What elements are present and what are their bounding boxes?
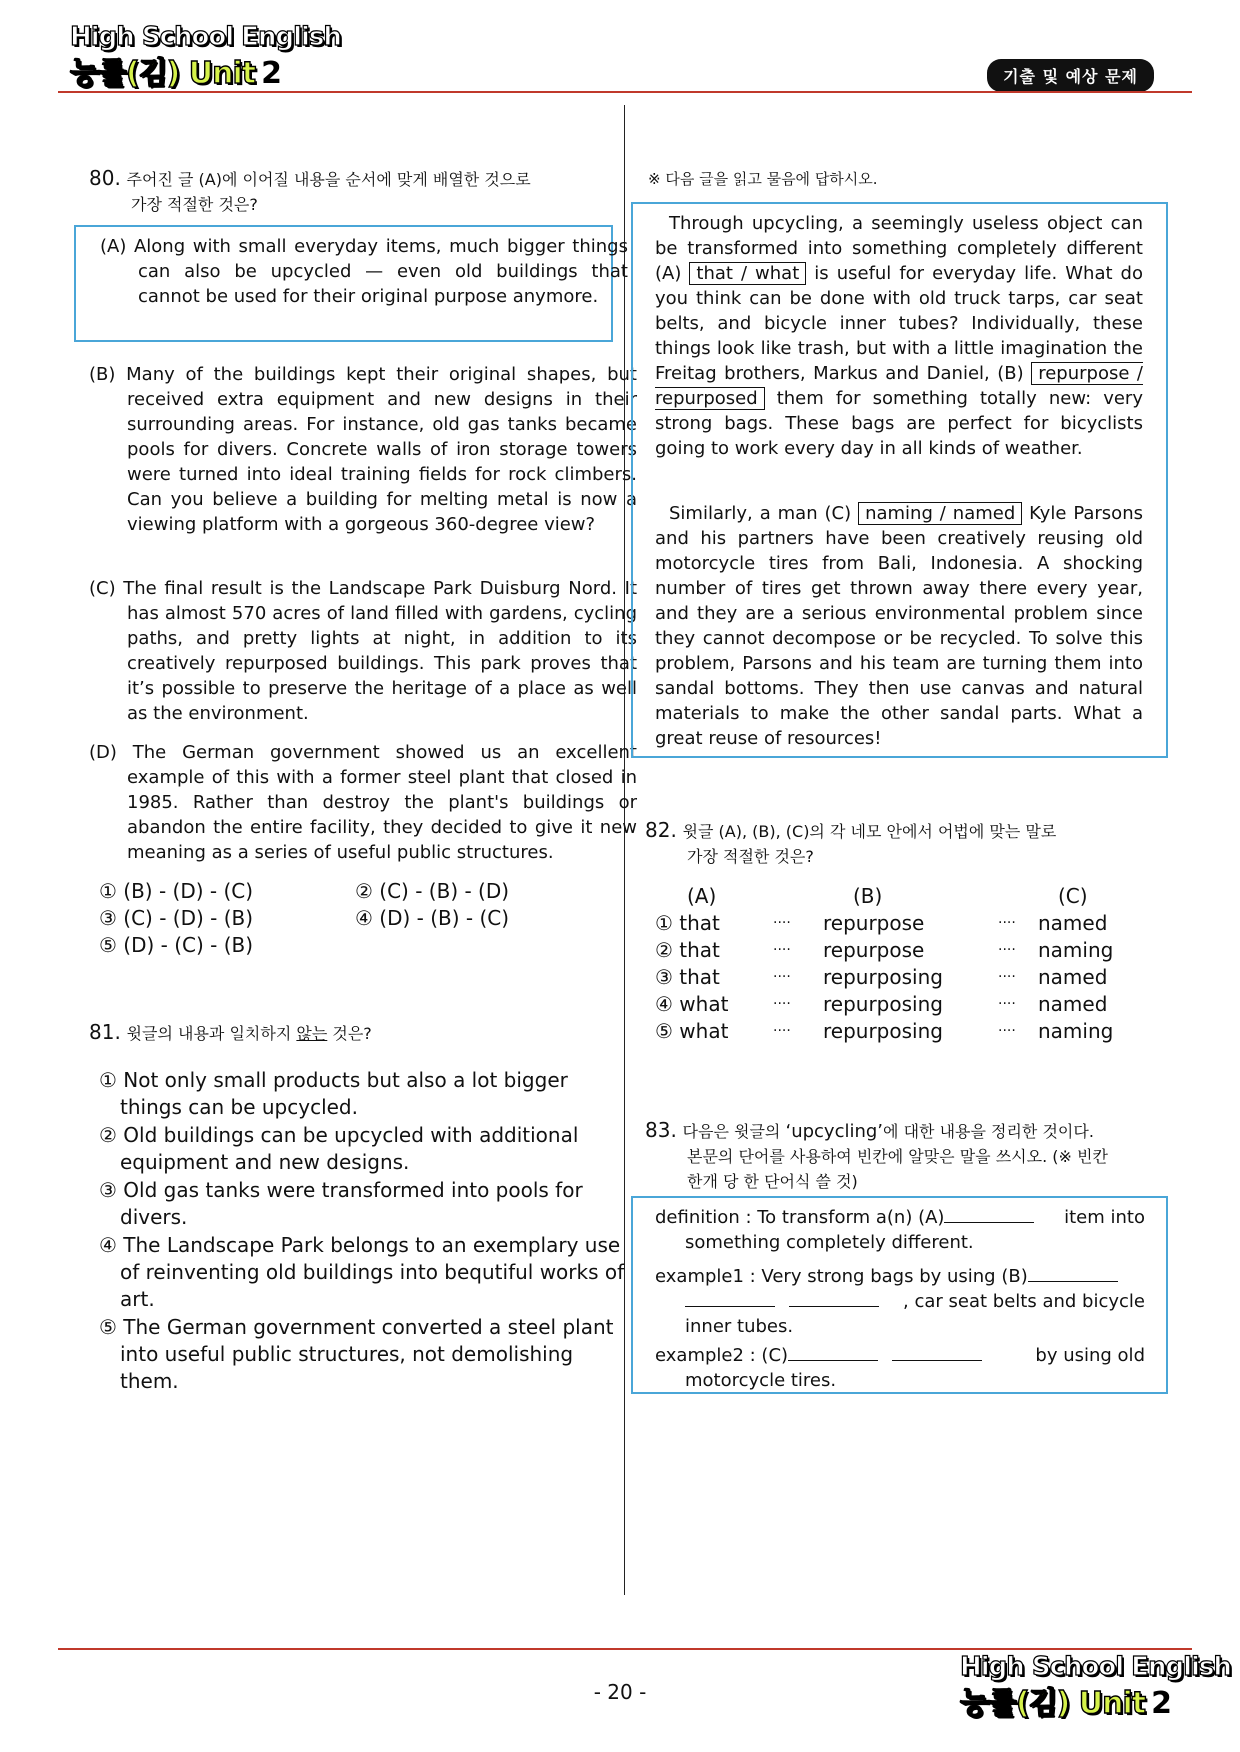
- section-badge: 기출 및 예상 문제: [987, 59, 1154, 92]
- q83-blank-b1[interactable]: [1028, 1265, 1118, 1282]
- passage-p2-part-b: Kyle Parsons and his partners have been creatively reusing old motorcycle tires from Bali, Indonesia. A shocking number of tires get thrown away there every year, and they are a serious environmental problem since they cannot decompose or be recycled. To solve this problem, Parsons and his team are turning them into sandal bottoms. They then use canvas and natural materials to make the other sandal parts. What a great reuse of resources!: [655, 503, 1143, 749]
- q82-option-3-b: repurposing: [823, 964, 943, 989]
- q82-options-table: [655, 882, 1113, 1044]
- q83-blank-b2[interactable]: [685, 1290, 775, 1307]
- q80-paragraph-d: (D) The German government showed us an excellent example of this with a former steel plant that closed in 1985. Rather than destroy the plant's buildings or abandon the entire facility, they decided to give it new meaning as a series of useful public structures.: [89, 742, 637, 863]
- q83-example1-tail: , car seat belts and bicycle: [903, 1291, 1145, 1312]
- q82-option-2-b: repurpose: [823, 937, 925, 962]
- q82-option-row[interactable]: [655, 990, 1113, 1017]
- passage-p1-part-a: Through upcycling, a seemingly useless object can be transformed into something completely different (A): [655, 213, 1143, 284]
- passage-paragraph-2: [655, 501, 1143, 751]
- q82-dots: ····: [773, 995, 791, 1012]
- passage-instruction: ※ 다음 글을 읽고 물음에 답하시오.: [648, 170, 878, 188]
- q81-option-2[interactable]: ② Old buildings can be upcycled with additional equipment and new designs.: [99, 1123, 579, 1174]
- q81-option-4[interactable]: ④ The Landscape Park belongs to an exemplary use of reinventing old buildings into bequtiful works of art.: [99, 1233, 625, 1311]
- footer-logo: [960, 1652, 1231, 1722]
- logo-subtitle: 능률(김) Unit: [70, 56, 256, 91]
- q82-dots: ····: [998, 914, 1016, 931]
- q82-option-2-c: naming: [1038, 937, 1114, 962]
- q80-option-5[interactable]: ⑤ (D) - (C) - (B): [99, 933, 254, 957]
- q80-option-3[interactable]: ③ (C) - (D) - (B): [99, 906, 254, 930]
- q81-number: 81.: [89, 1020, 121, 1044]
- passage-paragraph-1: [655, 211, 1143, 461]
- q82-option-4-a: ④ what: [655, 991, 729, 1016]
- footer-logo-subtitle: 능률(김) Unit: [960, 1686, 1146, 1721]
- q80-prompt: [89, 166, 589, 217]
- q83-blank-c1[interactable]: [788, 1344, 878, 1361]
- q82-dots: ····: [998, 941, 1016, 958]
- q80-option-4[interactable]: ④ (D) - (B) - (C): [355, 906, 510, 930]
- passage-choice-a: that / what: [689, 262, 806, 285]
- q82-option-5-b: repurposing: [823, 1018, 943, 1043]
- q82-option-row[interactable]: [655, 1017, 1113, 1044]
- passage-choice-c: naming / named: [858, 502, 1022, 525]
- q81-option-3[interactable]: ③ Old gas tanks were transformed into pools for divers.: [99, 1178, 583, 1229]
- q82-option-2-a: ② that: [655, 937, 720, 962]
- q82-header-c: (C): [1058, 883, 1088, 908]
- q81-prompt-underline: 않는: [296, 1024, 328, 1043]
- header-divider: [58, 91, 1192, 93]
- q82-option-3-c: named: [1038, 964, 1108, 989]
- q83-blank-b3[interactable]: [789, 1290, 879, 1307]
- q80-number: 80.: [89, 166, 121, 190]
- q82-dots: ····: [773, 1022, 791, 1039]
- q82-option-1-b: repurpose: [823, 910, 925, 935]
- q82-option-row[interactable]: [655, 936, 1113, 963]
- q81-option-1[interactable]: ① Not only small products but also a lot bigger things can be upcycled.: [99, 1068, 568, 1119]
- q83-example2-label: example2 : (C): [655, 1345, 789, 1366]
- q83-prompt: [645, 1118, 1150, 1194]
- q83-prompt-post: 에 대한 내용을 정리한 것이다.: [883, 1122, 1094, 1141]
- q83-prompt-line3: 한개 당 한 단어식 쓸 것): [687, 1172, 858, 1191]
- logo-unit-number: 2: [261, 56, 282, 91]
- q82-option-1-a: ① that: [655, 910, 720, 935]
- q83-definition-tail: item into: [1064, 1207, 1145, 1228]
- q82-prompt-line1: 윗글 (A), (B), (C)의 각 네모 안에서 어법에 맞는 말로: [682, 822, 1057, 841]
- q83-blank-c2[interactable]: [892, 1344, 982, 1361]
- q82-option-row[interactable]: [655, 909, 1113, 936]
- q80-option-2[interactable]: ② (C) - (B) - (D): [355, 879, 510, 903]
- footer-logo-title: High School English: [960, 1652, 1231, 1682]
- q82-prompt-line2: 가장 적절한 것은?: [687, 847, 814, 866]
- q83-number: 83.: [645, 1118, 677, 1142]
- footer-logo-unit-number: 2: [1151, 1686, 1172, 1721]
- q83-example2: [655, 1343, 1145, 1393]
- logo-title: High School English: [70, 22, 341, 52]
- q82-dots: ····: [998, 1022, 1016, 1039]
- q82-header-row: [655, 882, 1113, 909]
- q80-prompt-line2: 가장 적절한 것은?: [131, 195, 258, 214]
- q82-option-1-c: named: [1038, 910, 1108, 935]
- q80-prompt-line1: 주어진 글 (A)에 이어질 내용을 순서에 맞게 배열한 것으로: [126, 170, 531, 189]
- q82-number: 82.: [645, 818, 677, 842]
- q82-dots: ····: [773, 968, 791, 985]
- q80-paragraph-a: (A) Along with small everyday items, much bigger things can also be upcycled — even old buildings that cannot be used for their original purpose anymore.: [100, 236, 628, 307]
- q82-option-4-c: named: [1038, 991, 1108, 1016]
- q81-prompt-pre: 윗글의 내용과 일치하지: [126, 1024, 297, 1043]
- q81-option-5[interactable]: ⑤ The German government converted a steel plant into useful public structures, not demolishing them.: [99, 1315, 614, 1393]
- passage-choice-b: repurpose / repurposed: [655, 363, 1143, 409]
- passage-p2-part-a: Similarly, a man (C): [669, 503, 859, 524]
- q82-option-5-a: ⑤ what: [655, 1018, 729, 1043]
- q83-example1: [655, 1264, 1145, 1339]
- q81-prompt: [89, 1020, 372, 1046]
- passage-p1-part-c: them for something totally new: very strong bags. These bags are perfect for bicyclists going to work every day in all kinds of weather.: [655, 388, 1143, 459]
- q83-prompt-keyword: ‘upcycling’: [785, 1121, 884, 1142]
- q83-example1-label: example1 : Very strong bags by using (B): [655, 1266, 1028, 1287]
- q83-definition-line2: something completely different.: [685, 1232, 974, 1253]
- q82-dots: ····: [998, 995, 1016, 1012]
- q83-example1-line3: inner tubes.: [685, 1316, 794, 1337]
- q82-option-4-b: repurposing: [823, 991, 943, 1016]
- q82-option-5-c: naming: [1038, 1018, 1114, 1043]
- q82-header-a: (A): [687, 883, 717, 908]
- q82-option-row[interactable]: [655, 963, 1113, 990]
- q82-option-3-a: ③ that: [655, 964, 720, 989]
- q83-example2-tail: by using old: [1035, 1345, 1145, 1366]
- q82-header-b: (B): [853, 883, 883, 908]
- q80-paragraph-c: (C) The final result is the Landscape Park Duisburg Nord. It has almost 570 acres of land filled with gardens, cycling paths, and pretty lights at night, in addition to its creatively repurposed buildings. This park proves that it’s possible to preserve the heritage of a place as well as the environment.: [89, 578, 637, 724]
- q83-definition: [655, 1205, 1145, 1255]
- q83-blank-a[interactable]: [944, 1206, 1034, 1223]
- q80-paragraph-b: (B) Many of the buildings kept their original shapes, but received extra equipment and new designs in their surrounding areas. For instance, old gas tanks became pools for divers. Concrete walls of iron storage towers were turned into ideal training fields for rock climbers. Can you believe a building for melting metal is now a viewing platform with a gorgeous 360-degree view?: [89, 364, 637, 535]
- q82-dots: ····: [773, 914, 791, 931]
- q80-option-1[interactable]: ① (B) - (D) - (C): [99, 879, 254, 903]
- q82-prompt: [645, 818, 1145, 869]
- q81-prompt-post: 것은?: [327, 1024, 372, 1043]
- footer-divider: [58, 1648, 1192, 1650]
- q83-definition-label: definition : To transform a(n) (A): [655, 1207, 945, 1228]
- q83-example2-line2: motorcycle tires.: [685, 1370, 837, 1391]
- passage-p1-part-b: is useful for everyday life. What do you think can be done with old truck tarps, car seat belts, and bicycle inner tubes? Individually, these things look like trash, but with a little imagination the Freitag brothers, Markus and Daniel, (B): [655, 263, 1143, 384]
- q82-dots: ····: [773, 941, 791, 958]
- q83-prompt-pre: 다음은 윗글의: [682, 1122, 786, 1141]
- header-logo: [70, 22, 341, 92]
- q83-prompt-line2: 본문의 단어를 사용하여 빈칸에 알맞은 말을 쓰시오. (※ 빈칸: [687, 1147, 1108, 1166]
- page-number: - 20 -: [593, 1680, 647, 1704]
- q82-dots: ····: [998, 968, 1016, 985]
